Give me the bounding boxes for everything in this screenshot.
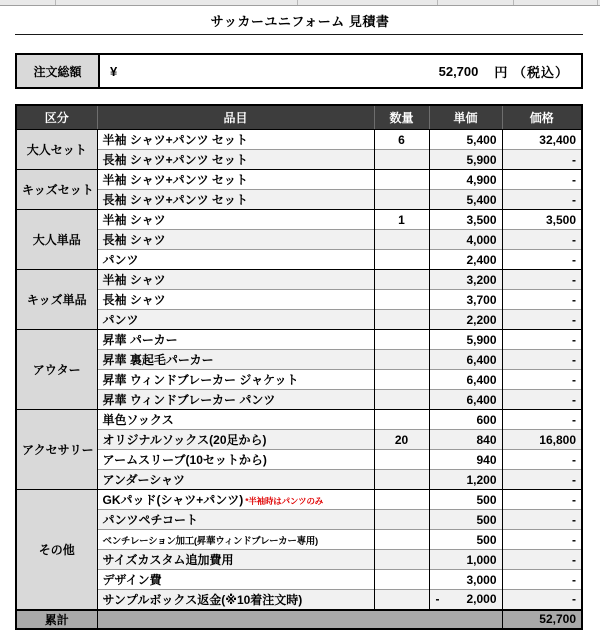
table-row: [16, 430, 582, 450]
item-cell[interactable]: ベンチレーション加工(昇華ウィンドブレーカー専用): [97, 530, 374, 550]
spreadsheet-column-header-strip: [0, 0, 600, 6]
price-cell[interactable]: -: [502, 350, 582, 370]
price-cell[interactable]: 3,500: [502, 210, 582, 230]
unit-price-cell[interactable]: 6,400: [429, 350, 502, 370]
table-row: [16, 310, 582, 330]
price-cell[interactable]: 32,400: [502, 130, 582, 150]
table-row: [16, 230, 582, 250]
table-row: [16, 590, 582, 610]
unit-price-cell[interactable]: 5,900: [429, 330, 502, 350]
unit-price-cell[interactable]: 6,400: [429, 390, 502, 410]
order-total-value-cell[interactable]: [100, 55, 581, 87]
quantity-cell[interactable]: [374, 550, 429, 570]
column-separator: [297, 0, 298, 5]
item-cell[interactable]: 半袖 シャツ+パンツ セット: [97, 130, 374, 150]
total-empty-cell[interactable]: [97, 610, 502, 629]
price-cell[interactable]: -: [502, 190, 582, 210]
order-total-suffix: 円 （税込）: [494, 64, 569, 80]
column-separator: [513, 0, 514, 5]
unit-price-cell[interactable]: 1,200: [429, 470, 502, 490]
price-cell[interactable]: -: [502, 550, 582, 570]
total-row: [16, 610, 582, 629]
quantity-cell[interactable]: [374, 150, 429, 170]
table-row: [16, 130, 582, 150]
unit-price-cell[interactable]: 3,000: [429, 570, 502, 590]
price-cell[interactable]: -: [502, 530, 582, 550]
category-cell[interactable]: その他: [16, 490, 97, 610]
unit-price-cell[interactable]: 3,700: [429, 290, 502, 310]
col-header-unit-price: 単価: [429, 105, 502, 130]
item-cell[interactable]: パンツ: [97, 250, 374, 270]
unit-price-cell[interactable]: 600: [429, 410, 502, 430]
unit-price-cell[interactable]: 940: [429, 450, 502, 470]
price-cell[interactable]: -: [502, 570, 582, 590]
price-cell[interactable]: -: [502, 450, 582, 470]
unit-price-cell[interactable]: 500: [429, 530, 502, 550]
item-cell[interactable]: サンプルボックス返金(※10着注文時): [97, 590, 374, 610]
item-cell[interactable]: 単色ソックス: [97, 410, 374, 430]
price-cell[interactable]: -: [502, 370, 582, 390]
quantity-cell[interactable]: [374, 250, 429, 270]
price-cell[interactable]: -: [502, 230, 582, 250]
table-row: [16, 330, 582, 350]
table-row: [16, 470, 582, 490]
table-row: [16, 490, 582, 510]
quantity-cell[interactable]: [374, 530, 429, 550]
unit-price-cell[interactable]: 4,900: [429, 170, 502, 190]
table-row: [16, 390, 582, 410]
order-total-amount: 52,700: [438, 63, 479, 79]
table-header-row: [16, 105, 582, 130]
table-row: [16, 270, 582, 290]
unit-price-cell[interactable]: 5,400: [429, 130, 502, 150]
unit-price-cell[interactable]: 6,400: [429, 370, 502, 390]
price-cell[interactable]: -: [502, 330, 582, 350]
unit-price-cell[interactable]: 5,900: [429, 150, 502, 170]
price-cell[interactable]: -: [502, 470, 582, 490]
quantity-cell[interactable]: [374, 490, 429, 510]
quantity-cell[interactable]: [374, 390, 429, 410]
price-cell[interactable]: 16,800: [502, 430, 582, 450]
item-cell[interactable]: サイズカスタム追加費用: [97, 550, 374, 570]
table-row: [16, 410, 582, 430]
unit-price-cell[interactable]: 500: [429, 490, 502, 510]
category-cell[interactable]: 大人単品: [16, 210, 97, 270]
quantity-cell[interactable]: 20: [374, 430, 429, 450]
quantity-cell[interactable]: [374, 370, 429, 390]
quantity-cell[interactable]: [374, 190, 429, 210]
item-cell[interactable]: 昇華 裏起毛パーカー: [97, 350, 374, 370]
price-cell[interactable]: -: [502, 250, 582, 270]
quantity-cell[interactable]: [374, 310, 429, 330]
table-body: [16, 130, 582, 610]
quantity-cell[interactable]: [374, 290, 429, 310]
order-total-label: 注文総額: [17, 55, 100, 87]
quantity-cell[interactable]: [374, 230, 429, 250]
col-header-category: 区分: [16, 105, 97, 130]
price-cell[interactable]: -: [502, 150, 582, 170]
total-label-cell[interactable]: 累計: [16, 610, 97, 629]
item-cell[interactable]: 長袖 シャツ: [97, 290, 374, 310]
unit-price-cell[interactable]: 500: [429, 510, 502, 530]
order-total-box: [15, 53, 583, 89]
table-row: [16, 350, 582, 370]
price-cell[interactable]: -: [502, 510, 582, 530]
quotation-table: [15, 104, 583, 630]
unit-price-cell[interactable]: 840: [429, 430, 502, 450]
item-cell[interactable]: 昇華 パーカー: [97, 330, 374, 350]
price-cell[interactable]: -: [502, 590, 582, 610]
unit-price-cell[interactable]: 2,200: [429, 310, 502, 330]
item-cell[interactable]: 昇華 ウィンドブレーカー ジャケット: [97, 370, 374, 390]
table-row: [16, 290, 582, 310]
item-note-red: *半袖時はパンツのみ: [245, 496, 324, 506]
quantity-cell[interactable]: 1: [374, 210, 429, 230]
unit-price-cell[interactable]: 4,000: [429, 230, 502, 250]
unit-price-cell[interactable]: - 2,000: [429, 590, 502, 610]
item-cell[interactable]: オリジナルソックス(20足から): [97, 430, 374, 450]
quantity-cell[interactable]: [374, 510, 429, 530]
unit-price-cell[interactable]: 3,200: [429, 270, 502, 290]
price-cell[interactable]: -: [502, 290, 582, 310]
item-cell[interactable]: 長袖 シャツ: [97, 230, 374, 250]
price-cell[interactable]: -: [502, 390, 582, 410]
item-cell[interactable]: 半袖 シャツ+パンツ セット: [97, 170, 374, 190]
table-row: [16, 250, 582, 270]
table-row: [16, 530, 582, 550]
col-header-item: 品目: [97, 105, 374, 130]
table-row: [16, 570, 582, 590]
quantity-cell[interactable]: [374, 270, 429, 290]
category-cell[interactable]: キッズセット: [16, 170, 97, 210]
title-underline: [15, 34, 583, 35]
col-header-quantity: 数量: [374, 105, 429, 130]
quantity-cell[interactable]: 6: [374, 130, 429, 150]
item-cell[interactable]: アームスリーブ(10セットから): [97, 450, 374, 470]
unit-price-cell[interactable]: 2,400: [429, 250, 502, 270]
item-cell[interactable]: 長袖 シャツ+パンツ セット: [97, 190, 374, 210]
price-cell[interactable]: -: [502, 490, 582, 510]
negative-sign: -: [435, 592, 440, 607]
price-cell[interactable]: -: [502, 410, 582, 430]
quantity-cell[interactable]: [374, 570, 429, 590]
unit-price-cell[interactable]: 1,000: [429, 550, 502, 570]
quantity-cell[interactable]: [374, 450, 429, 470]
item-cell[interactable]: パンツペチコート: [97, 510, 374, 530]
item-cell[interactable]: パンツ: [97, 310, 374, 330]
quantity-cell[interactable]: [374, 350, 429, 370]
table-row: [16, 190, 582, 210]
table-row: [16, 150, 582, 170]
item-cell[interactable]: 半袖 シャツ: [97, 210, 374, 230]
table-row: [16, 170, 582, 190]
price-cell[interactable]: -: [502, 270, 582, 290]
item-cell[interactable]: アンダーシャツ: [97, 470, 374, 490]
unit-price-cell[interactable]: 5,400: [429, 190, 502, 210]
category-cell[interactable]: キッズ単品: [16, 270, 97, 330]
item-cell[interactable]: 昇華 ウィンドブレーカー パンツ: [97, 390, 374, 410]
col-header-price: 価格: [502, 105, 582, 130]
quantity-cell[interactable]: [374, 330, 429, 350]
table-row: [16, 550, 582, 570]
quantity-cell[interactable]: [374, 470, 429, 490]
total-price-cell[interactable]: 52,700: [502, 610, 582, 629]
category-cell[interactable]: アウター: [16, 330, 97, 410]
column-separator: [55, 0, 56, 5]
page-title: サッカーユニフォーム 見積書: [210, 14, 390, 29]
table-row: [16, 450, 582, 470]
item-cell[interactable]: デザイン費: [97, 570, 374, 590]
item-cell[interactable]: GKパッド(シャツ+パンツ) *半袖時はパンツのみ: [97, 490, 374, 510]
table-row: [16, 210, 582, 230]
category-cell[interactable]: 大人セット: [16, 130, 97, 170]
currency-symbol: ¥: [110, 63, 118, 79]
price-cell[interactable]: -: [502, 310, 582, 330]
item-cell[interactable]: 半袖 シャツ: [97, 270, 374, 290]
quantity-cell[interactable]: [374, 170, 429, 190]
unit-price-cell[interactable]: 3,500: [429, 210, 502, 230]
quantity-cell[interactable]: [374, 410, 429, 430]
quantity-cell[interactable]: [374, 590, 429, 610]
column-separator: [437, 0, 438, 5]
category-cell[interactable]: アクセサリー: [16, 410, 97, 490]
table-row: [16, 370, 582, 390]
price-cell[interactable]: -: [502, 170, 582, 190]
item-cell[interactable]: 長袖 シャツ+パンツ セット: [97, 150, 374, 170]
table-row: [16, 510, 582, 530]
column-separator: [597, 0, 598, 5]
